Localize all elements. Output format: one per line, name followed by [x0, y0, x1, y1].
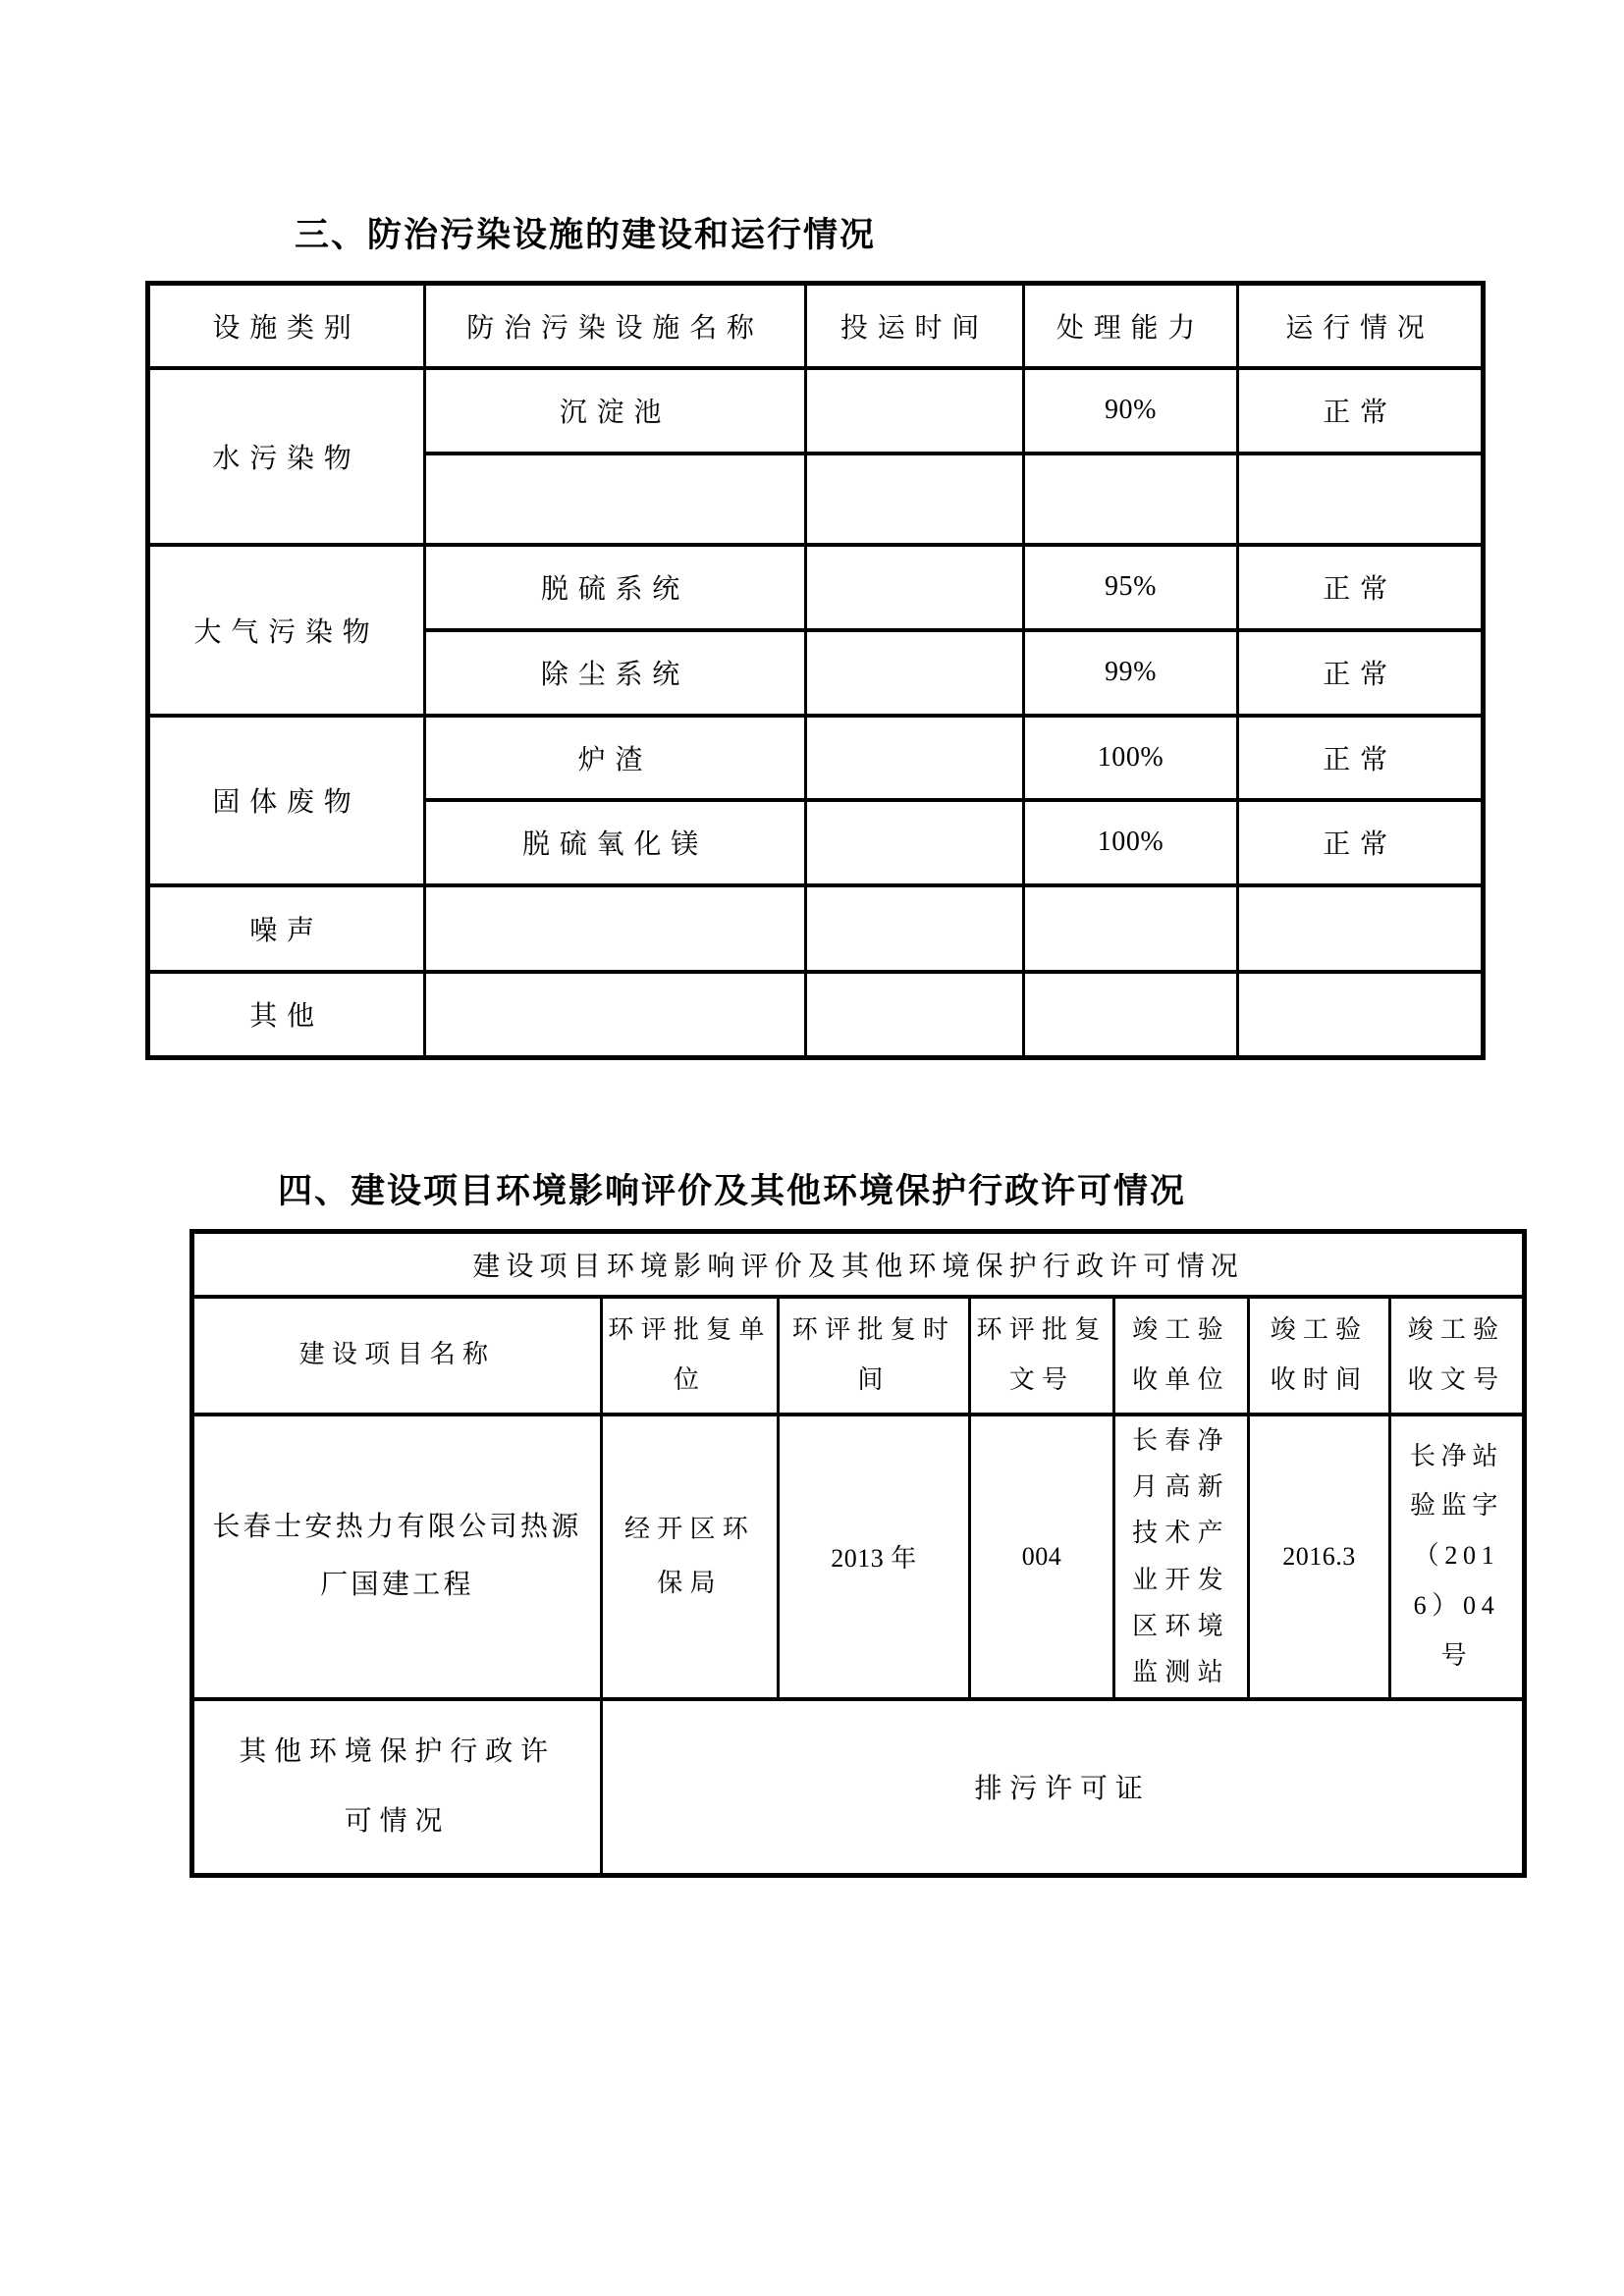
header-facility-name: 防治污染设施名称 [425, 284, 806, 368]
status-cell: 正常 [1238, 716, 1484, 800]
category-water-pollutant-cell: 水污染物 [148, 368, 425, 545]
project-name-cell: 长春士安热力有限公司热源厂国建工程 [192, 1415, 602, 1699]
section3-title: 三、防治污染设施的建设和运行情况 [295, 216, 877, 254]
table-header-row [148, 284, 1484, 368]
header-acceptance-doc-no: 竣工验收文号 [1390, 1297, 1525, 1415]
capacity-cell: 95% [1024, 545, 1238, 630]
table-caption: 建设项目环境影响评价及其他环境保护行政许可情况 [192, 1232, 1525, 1297]
eia-permit-table [189, 1229, 1527, 1878]
facility-name-cell [425, 885, 806, 972]
table-caption-row [192, 1232, 1525, 1297]
capacity-cell: 100% [1024, 800, 1238, 885]
capacity-cell [1024, 454, 1238, 545]
table-row [148, 716, 1484, 800]
commission-time-cell [806, 800, 1024, 885]
pollution-facilities-table [145, 281, 1486, 1060]
commission-time-cell [806, 630, 1024, 716]
header-commission-time: 投运时间 [806, 284, 1024, 368]
commission-time-cell [806, 454, 1024, 545]
facility-name-cell: 沉淀池 [425, 368, 806, 454]
other-permit-label-cell: 其他环境保护行政许可情况 [192, 1699, 602, 1876]
section4-title: 四、建设项目环境影响评价及其他环境保护行政许可情况 [278, 1172, 1187, 1210]
header-acceptance-unit: 竣工验收单位 [1114, 1297, 1249, 1415]
commission-time-cell [806, 545, 1024, 630]
acceptance-unit-cell: 长春净月高新技术产业开发区环境监测站 [1114, 1415, 1249, 1699]
project-data-row [192, 1415, 1525, 1699]
facility-name-cell: 脱硫系统 [425, 545, 806, 630]
capacity-cell: 100% [1024, 716, 1238, 800]
eia-approval-unit-cell: 经开区环保局 [602, 1415, 779, 1699]
category-air-pollutant-cell: 大气污染物 [148, 545, 425, 716]
eia-approval-time-cell: 2013 年 [779, 1415, 970, 1699]
table-row [148, 368, 1484, 454]
facility-name-cell [425, 454, 806, 545]
facility-name-cell: 炉渣 [425, 716, 806, 800]
other-permit-value-cell: 排污许可证 [602, 1699, 1525, 1876]
table-header-row [192, 1297, 1525, 1415]
facility-name-cell: 除尘系统 [425, 630, 806, 716]
table-row [148, 885, 1484, 972]
capacity-cell [1024, 972, 1238, 1058]
status-cell [1238, 885, 1484, 972]
other-permit-row [192, 1699, 1525, 1876]
category-other-cell: 其他 [148, 972, 425, 1058]
acceptance-time-cell: 2016.3 [1249, 1415, 1390, 1699]
capacity-cell: 90% [1024, 368, 1238, 454]
header-capacity: 处理能力 [1024, 284, 1238, 368]
commission-time-cell [806, 885, 1024, 972]
eia-approval-doc-no-cell: 004 [970, 1415, 1114, 1699]
capacity-cell [1024, 885, 1238, 972]
status-cell [1238, 972, 1484, 1058]
status-cell: 正常 [1238, 545, 1484, 630]
header-acceptance-time: 竣工验收时间 [1249, 1297, 1390, 1415]
acceptance-doc-no-cell: 长净站验监字（2016）04 号 [1390, 1415, 1525, 1699]
table-row [148, 545, 1484, 630]
status-cell: 正常 [1238, 368, 1484, 454]
header-eia-approval-time: 环评批复时间 [779, 1297, 970, 1415]
header-facility-category: 设施类别 [148, 284, 425, 368]
category-noise-cell: 噪声 [148, 885, 425, 972]
header-project-name: 建设项目名称 [192, 1297, 602, 1415]
header-operating-status: 运行情况 [1238, 284, 1484, 368]
facility-name-cell: 脱硫氧化镁 [425, 800, 806, 885]
status-cell: 正常 [1238, 800, 1484, 885]
status-cell [1238, 454, 1484, 545]
table-row [148, 972, 1484, 1058]
header-eia-approval-doc-no: 环评批复文号 [970, 1297, 1114, 1415]
commission-time-cell [806, 972, 1024, 1058]
category-solid-waste-cell: 固体废物 [148, 716, 425, 885]
capacity-cell: 99% [1024, 630, 1238, 716]
status-cell: 正常 [1238, 630, 1484, 716]
commission-time-cell [806, 716, 1024, 800]
header-eia-approval-unit: 环评批复单位 [602, 1297, 779, 1415]
commission-time-cell [806, 368, 1024, 454]
facility-name-cell [425, 972, 806, 1058]
